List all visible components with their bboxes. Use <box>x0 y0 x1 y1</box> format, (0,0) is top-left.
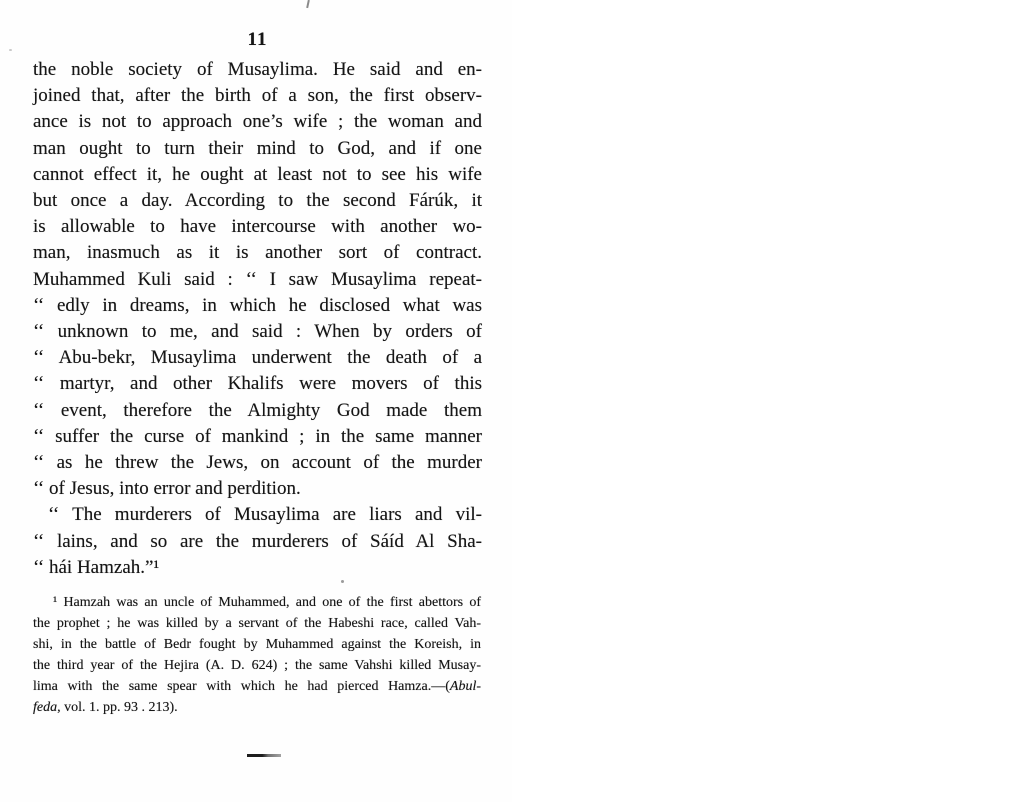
page-number: 11 <box>247 29 268 50</box>
footnote-line: shi, in the battle of Bedr fought by Muhammed against the Koreish, in <box>33 637 481 652</box>
text-line: ‘‘ Abu-bekr, Musaylima underwent the death of a <box>33 347 482 369</box>
footnote-citation-italic: feda <box>33 700 58 715</box>
text-line: but once a day. According to the second Fárúk, it <box>33 190 482 212</box>
text-line: ‘‘ edly in dreams, in which he disclosed what was <box>33 294 482 316</box>
text-line: ance is not to approach one’s wife ; the woman and <box>33 111 482 133</box>
text-line: man, inasmuch as it is another sort of contract. <box>33 242 482 264</box>
scan-speck <box>9 49 12 51</box>
footnote-text: lima with the same spear with which he had pierced Hamza.—( <box>33 679 450 694</box>
text-line: ‘‘ unknown to me, and said : When by orders of <box>33 321 482 343</box>
text-line: ‘‘ event, therefore the Almighty God made them <box>33 399 482 421</box>
text-line: ‘‘ hái Hamzah.”¹ <box>33 556 160 578</box>
footnote-line <box>33 676 481 697</box>
text-line: is allowable to have intercourse with another wo- <box>33 216 482 238</box>
scan-artifact <box>306 0 310 8</box>
text-line: ‘‘ lains, and so are the murderers of Sáíd Al Sha- <box>33 530 482 552</box>
text-line: ‘‘ as he threw the Jews, on account of the murder <box>33 452 482 474</box>
text-line: man ought to turn their mind to God, and if one <box>33 137 482 159</box>
footnote-text: , vol. 1. pp. 93 . 213). <box>57 700 178 715</box>
footnote-block <box>33 592 481 718</box>
text-line-paragraph-start: ‘‘ The murderers of Musaylima are liars and vil- <box>48 504 482 526</box>
text-line: ‘‘ suffer the curse of mankind ; in the same manner <box>33 425 482 447</box>
footnote-citation-italic: Abul- <box>449 679 481 694</box>
body-text-block <box>33 57 482 581</box>
text-line: cannot effect it, he ought at least not to see his wife <box>33 163 482 185</box>
footnote-line: the prophet ; he was killed by a servant of the Habeshi race, called Vah- <box>33 616 481 631</box>
footnote-line: ¹ Hamzah was an uncle of Muhammed, and one of the first abettors of <box>53 595 481 610</box>
text-line: the noble society of Musaylima. He said and en- <box>33 59 482 80</box>
text-line: Muhammed Kuli said : ‘‘ I saw Musaylima repeat- <box>33 268 482 290</box>
text-line: joined that, after the birth of a son, the first observ- <box>33 85 482 107</box>
footnote-line: the third year of the Hejira (A. D. 624) ; the same Vahshi killed Musay- <box>33 658 481 673</box>
text-line: ‘‘ of Jesus, into error and perdition. <box>33 478 301 500</box>
footnote-line <box>33 697 481 718</box>
text-line: ‘‘ martyr, and other Khalifs were movers of this <box>33 373 482 395</box>
section-divider-rule <box>247 754 281 757</box>
